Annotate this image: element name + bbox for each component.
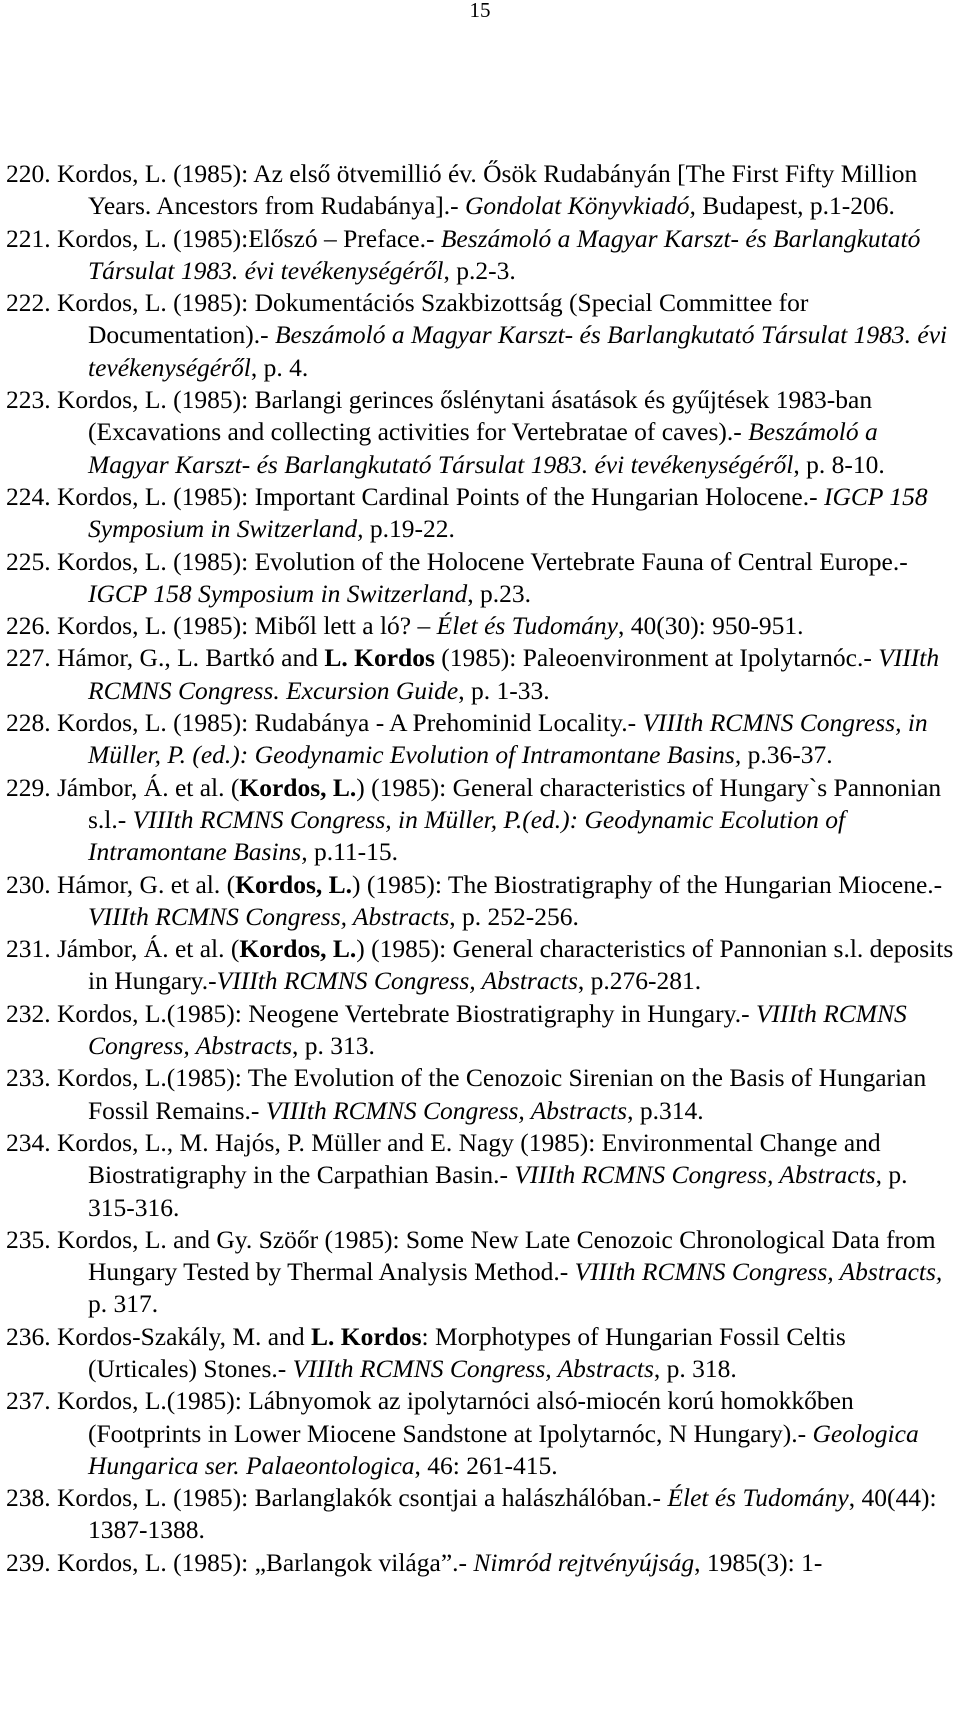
reference-text: Kordos, L. (1985): „Barlangok világa”.- [50, 1547, 474, 1577]
reference-number: 238. [6, 1483, 51, 1513]
reference-item [6, 869, 956, 934]
reference-item [6, 287, 956, 384]
reference-text: Kordos, L. and Gy. Szöőr (1985): Some New Late Cenozoic Chronological Data from Hungary Tested by Thermal Analysis Method.- [50, 1224, 936, 1287]
reference-text: , 40(30): 950-951. [617, 611, 804, 641]
reference-source-title: VIIIth RCMNS Congress, in Müller, P. (ed.): Geodynamic Evolution of Intramontane Basins, [88, 708, 928, 770]
reference-text: Jámbor, Á. et al. ( [50, 772, 240, 802]
reference-text: Jámbor, Á. et al. ( [50, 934, 240, 964]
reference-number: 229. [6, 772, 51, 802]
reference-item [6, 1321, 956, 1386]
reference-item [6, 223, 956, 288]
reference-source-title: Beszámoló a Magyar Karszt- és Barlangkutató Társulat 1983. évi tevékenységéről [88, 223, 921, 285]
reference-item [6, 642, 956, 707]
reference-text: , 1985(3): 1- [694, 1547, 823, 1577]
reference-source-title: VIIIth RCMNS Congress, Abstracts [265, 1095, 628, 1125]
reference-number: 237. [6, 1386, 51, 1416]
reference-text: Kordos, L. (1985): Evolution of the Holocene Vertebrate Fauna of Central Europe.- [50, 546, 908, 576]
reference-item [6, 384, 956, 481]
reference-text: , p.314. [627, 1095, 704, 1125]
reference-text: , p.23. [467, 578, 531, 608]
reference-item [6, 1385, 956, 1482]
reference-item [6, 707, 956, 772]
reference-text: , 46: 261-415. [414, 1450, 558, 1480]
reference-source-title: VIIIth RCMNS Congress, Abstracts, [574, 1257, 943, 1287]
reference-text: ) (1985): The Biostratigraphy of the Hungarian Miocene.- [352, 869, 943, 899]
reference-text: : Morphotypes of Hungarian Fossil Celtis (Urticales) Stones.- [88, 1321, 846, 1383]
reference-source-title: VIIIth RCMNS Congress, Abstracts [216, 966, 578, 996]
reference-item [6, 1547, 956, 1579]
reference-text: Hámor, G. et al. ( [50, 869, 236, 899]
reference-text: ) (1985): General characteristics of Hungary`s Pannonian s.l.- [88, 772, 942, 834]
reference-source-title: VIIIth RCMNS Congress, Abstracts [514, 1160, 876, 1190]
reference-number: 230. [6, 869, 51, 899]
reference-item [6, 998, 956, 1063]
reference-number: 233. [6, 1063, 51, 1093]
reference-text: Kordos, L.(1985): Neogene Vertebrate Biostratigraphy in Hungary.- [50, 998, 756, 1028]
reference-text: , p.2-3. [443, 255, 516, 285]
reference-text: Kordos, L. (1985): Az első ötvemillió év. Ősök Rudabányán [The First Fifty Million Years. Ancestors from Rudabánya].- [50, 159, 918, 221]
reference-text: p.36-37. [741, 740, 833, 770]
reference-text: , 40(44): 1387-1388. [88, 1483, 937, 1545]
reference-source-title: VIIIth RCMNS Congress, Abstracts [88, 998, 907, 1061]
reference-text: Kordos, L. (1985): Barlanglakók csontjai a halászhálóban.- [50, 1483, 668, 1513]
reference-item [6, 1482, 956, 1547]
reference-text: (1985): Paleoenvironment at Ipolytarnóc.- [434, 643, 879, 673]
reference-text: , p. 315-316. [88, 1160, 908, 1222]
reference-list [6, 158, 956, 1579]
reference-item [6, 772, 956, 869]
reference-source-title: Geologica Hungarica ser. Palaeontologica [88, 1418, 919, 1480]
reference-source-title: Élet és Tudomány [436, 611, 618, 641]
reference-text: Kordos, L. (1985): Miből lett a ló? – [50, 611, 437, 641]
reference-number: 222. [6, 288, 51, 318]
reference-number: 226. [6, 611, 51, 641]
reference-text: Kordos, L. (1985): Dokumentációs Szakbizottság (Special Committee for Documentation).- [50, 288, 809, 350]
reference-text: p. 317. [88, 1289, 159, 1319]
reference-number: 223. [6, 385, 51, 415]
reference-item [6, 933, 956, 998]
reference-text: ) (1985): General characteristics of Pannonian s.l. deposits in Hungary.- [88, 934, 954, 996]
reference-number: 234. [6, 1127, 51, 1157]
reference-number: 228. [6, 708, 51, 738]
reference-source-title: Élet és Tudomány [667, 1483, 849, 1513]
reference-text: , p. 8-10. [793, 449, 885, 479]
reference-source-title: VIIIth RCMNS Congress, Abstracts [88, 901, 450, 931]
reference-text: , p.276-281. [577, 966, 702, 996]
reference-item [6, 1127, 956, 1224]
reference-item [6, 481, 956, 546]
reference-source-title: Beszámoló a Magyar Karszt- és Barlangkutató Társulat 1983. évi tevékenységéről [88, 320, 948, 382]
reference-source-title: Nimród rejtvényújság [473, 1547, 695, 1577]
reference-item [6, 1224, 956, 1321]
reference-number: 221. [6, 223, 51, 253]
reference-author-highlight: L. Kordos [311, 1321, 422, 1351]
reference-author-highlight: Kordos, L. [239, 772, 357, 802]
reference-number: 227. [6, 643, 51, 673]
reference-text: Kordos, L. (1985): Barlangi gerinces őslénytani ásatások és gyűjtések 1983-ban (Excavations and collecting activities for Vertebratae of caves).- [50, 385, 873, 447]
reference-item [6, 610, 956, 642]
reference-text: Hámor, G., L. Bartkó and [50, 643, 325, 673]
reference-number: 224. [6, 481, 51, 511]
reference-author-highlight: Kordos, L. [235, 869, 353, 899]
reference-number: 232. [6, 998, 51, 1028]
reference-text: , p. 252-256. [449, 901, 579, 931]
reference-text: , p. 313. [292, 1031, 375, 1061]
page-number: 15 [469, 0, 491, 22]
reference-text: Kordos, L.(1985): Lábnyomok az ipolytarnóci alsó-miocén korú homokkőben (Footprints in Lower Miocene Sandstone at Ipolytarnóc, N Hungary).- [50, 1386, 854, 1448]
reference-source-title: Gondolat Könyvkiadó, [465, 191, 696, 221]
reference-number: 220. [6, 159, 51, 188]
reference-text: , p. 4. [250, 352, 309, 382]
reference-number: 236. [6, 1321, 51, 1351]
reference-source-title: IGCP 158 Symposium in Switzerland, [88, 481, 928, 544]
reference-number: 231. [6, 934, 51, 964]
reference-number: 239. [6, 1547, 51, 1577]
reference-source-title: VIIIth RCMNS Congress, in Müller, P.(ed.): Geodynamic Ecolution of Intramontane Basins, [88, 804, 846, 867]
reference-text: , p. 318. [653, 1353, 737, 1383]
reference-text: Kordos, L., M. Hajós, P. Müller and E. Nagy (1985): Environmental Change and Biostratigraphy in the Carpathian Basin.- [50, 1127, 881, 1190]
reference-author-highlight: L. Kordos [324, 643, 435, 673]
reference-text: Kordos, L. (1985): Important Cardinal Points of the Hungarian Holocene.- [50, 481, 824, 511]
reference-text: Kordos-Szakály, M. and [50, 1321, 312, 1351]
reference-source-title: VIIIth RCMNS Congress, Abstracts [292, 1353, 654, 1383]
reference-item [6, 1062, 956, 1127]
reference-text: Kordos, L. (1985):Előszó – Preface.- [50, 223, 441, 253]
reference-text: Kordos, L.(1985): The Evolution of the Cenozoic Sirenian on the Basis of Hungarian Fossil Remains.- [50, 1063, 927, 1125]
reference-item [6, 546, 956, 611]
reference-item [6, 158, 956, 223]
reference-number: 235. [6, 1224, 51, 1254]
reference-source-title: IGCP 158 Symposium in Switzerland [88, 578, 468, 608]
reference-source-title: Beszámoló a Magyar Karszt- és Barlangkutató Társulat 1983. évi tevékenységéről [88, 417, 878, 479]
reference-number: 225. [6, 546, 51, 576]
reference-source-title: VIIIth RCMNS Congress. Excursion Guide [88, 643, 940, 705]
reference-text: p.11-15. [307, 837, 398, 867]
reference-text: p.19-22. [363, 514, 455, 544]
reference-text: Budapest, p.1-206. [695, 191, 895, 221]
reference-text: , p. 1-33. [458, 675, 550, 705]
reference-author-highlight: Kordos, L. [239, 934, 357, 964]
reference-text: Kordos, L. (1985): Rudabánya - A Prehominid Locality.- [50, 708, 643, 738]
